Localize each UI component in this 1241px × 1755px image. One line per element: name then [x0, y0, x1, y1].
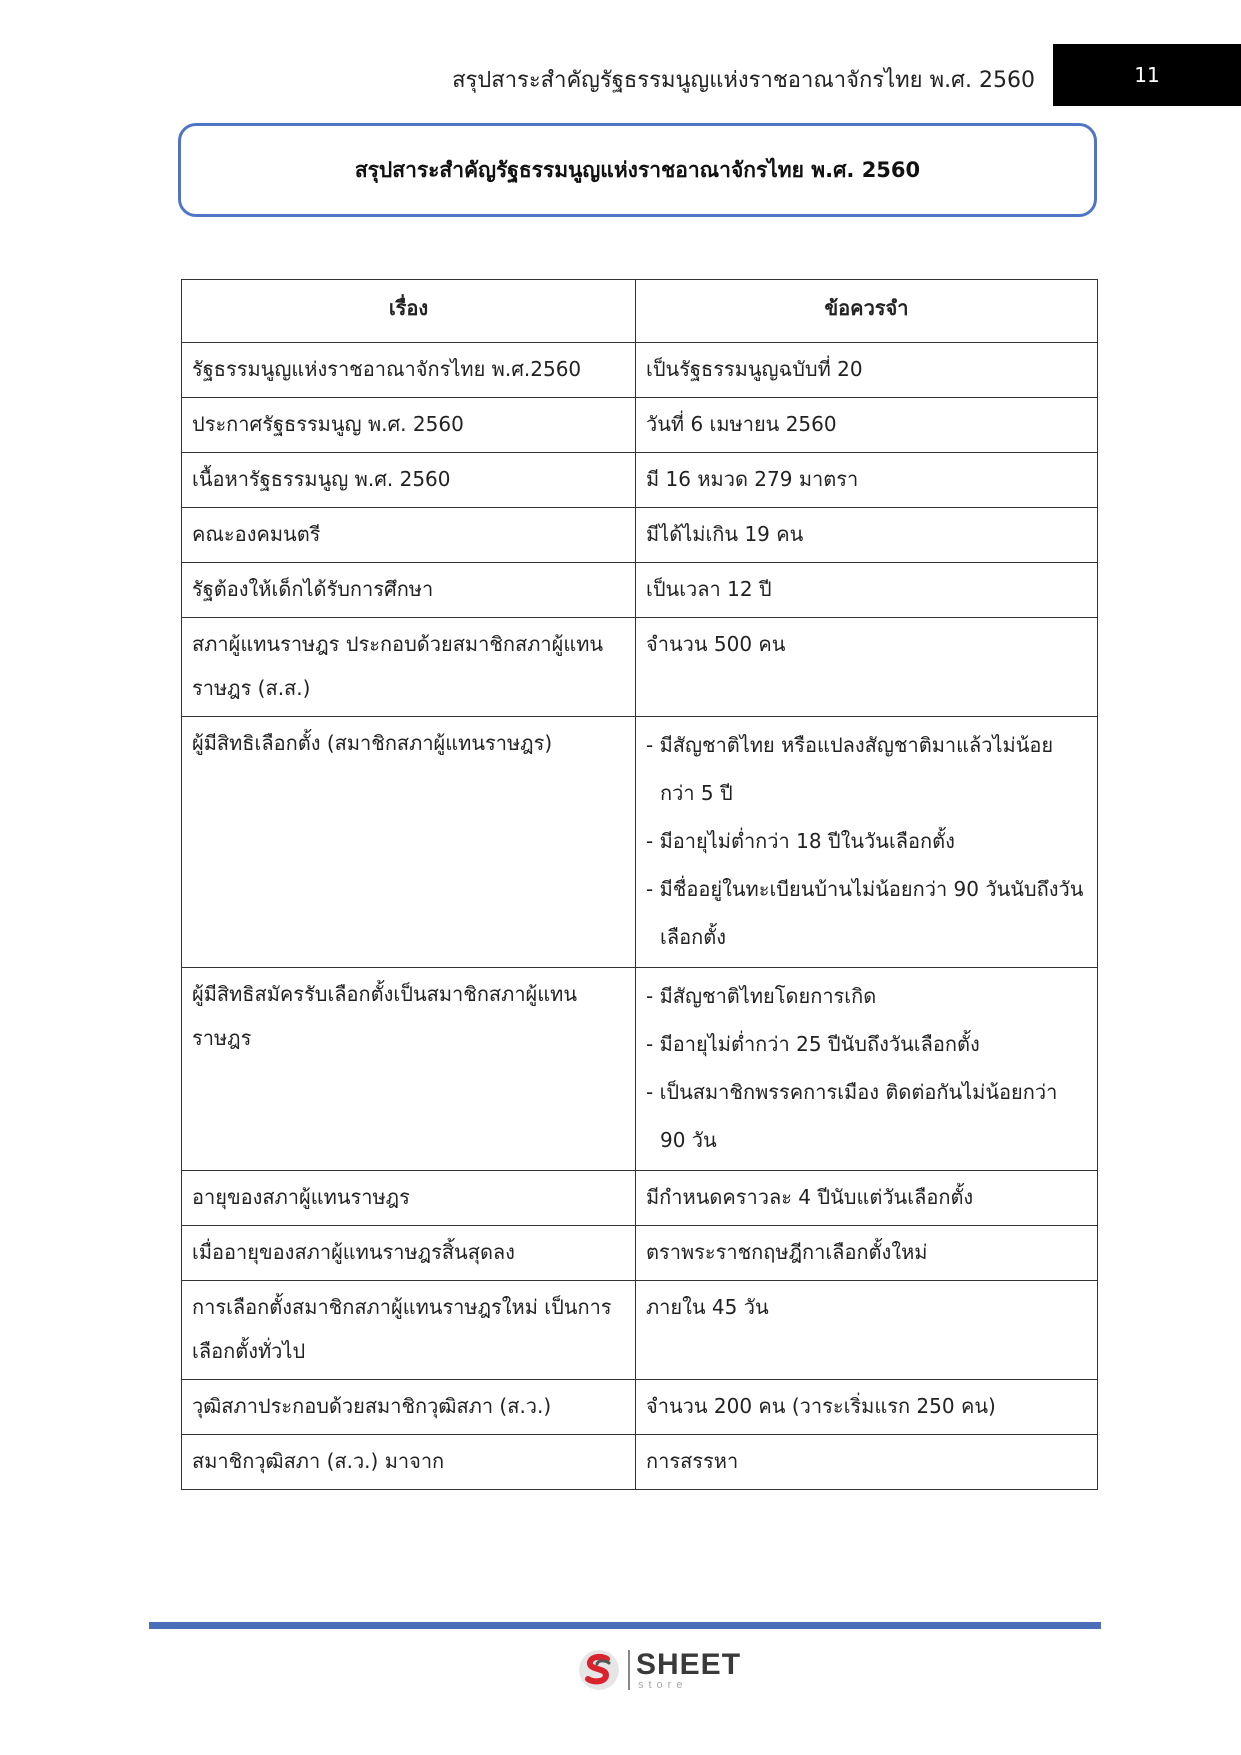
table-row: [182, 717, 1098, 968]
cell-topic: ผู้มีสิทธิเลือกตั้ง (สมาชิกสภาผู้แทนราษฎร): [182, 717, 636, 968]
note-text: วันที่ 6 เมษายน 2560: [646, 412, 837, 436]
column-header-notes: ข้อควรจำ: [636, 280, 1098, 343]
note-text: จำนวน 200 คน (วาระเริ่มแรก 250 คน): [646, 1394, 996, 1418]
cell-topic: คณะองคมนตรี: [182, 508, 636, 563]
page-title-box: [178, 123, 1097, 217]
cell-topic: รัฐธรรมนูญแห่งราชอาณาจักรไทย พ.ศ.2560: [182, 343, 636, 398]
logo-separator: [628, 1650, 630, 1690]
logo-subword: store: [638, 1678, 688, 1691]
cell-notes: [636, 453, 1098, 508]
summary-table: [181, 279, 1098, 1490]
cell-topic: สภาผู้แทนราษฎร ประกอบด้วยสมาชิกสภาผู้แทนราษฎร (ส.ส.): [182, 618, 636, 717]
cell-notes: [636, 343, 1098, 398]
note-text: เป็นรัฐธรรมนูญฉบับที่ 20: [646, 357, 863, 381]
sheet-store-logo: [576, 1645, 741, 1695]
cell-notes: [636, 968, 1098, 1171]
table-row: [182, 563, 1098, 618]
note-bullet: - มีอายุไม่ต่ำกว่า 18 ปีในวันเลือกตั้ง: [646, 829, 955, 853]
cell-notes: [636, 1171, 1098, 1226]
note-text: ตราพระราชกฤษฎีกาเลือกตั้งใหม่: [646, 1240, 928, 1264]
cell-notes: [636, 1435, 1098, 1490]
cell-topic: เนื้อหารัฐธรรมนูญ พ.ศ. 2560: [182, 453, 636, 508]
table-row: [182, 1435, 1098, 1490]
cell-notes: [636, 508, 1098, 563]
cell-topic: อายุของสภาผู้แทนราษฎร: [182, 1171, 636, 1226]
cell-topic: รัฐต้องให้เด็กได้รับการศึกษา: [182, 563, 636, 618]
cell-topic: ประกาศรัฐธรรมนูญ พ.ศ. 2560: [182, 398, 636, 453]
logo-word: SHEET: [636, 1647, 742, 1681]
footer-rule: [149, 1622, 1101, 1629]
cell-topic: ผู้มีสิทธิสมัครรับเลือกตั้งเป็นสมาชิกสภาผู้แทนราษฎร: [182, 968, 636, 1171]
sheet-store-s-icon: [576, 1647, 622, 1693]
table-row: [182, 1171, 1098, 1226]
table-row: [182, 1226, 1098, 1281]
cell-notes: [636, 618, 1098, 717]
table-header-row: [182, 280, 1098, 343]
cell-notes: [636, 1281, 1098, 1380]
cell-notes: [636, 1226, 1098, 1281]
note-bullet: - มีสัญชาติไทยโดยการเกิด: [646, 984, 877, 1008]
note-text: จำนวน 500 คน: [646, 632, 786, 656]
cell-topic: สมาชิกวุฒิสภา (ส.ว.) มาจาก: [182, 1435, 636, 1490]
note-text: เป็นเวลา 12 ปี: [646, 577, 772, 601]
note-bullet: - เป็นสมาชิกพรรคการเมือง ติดต่อกันไม่น้อยกว่า 90 วัน: [646, 1080, 1058, 1152]
table-row: [182, 618, 1098, 717]
cell-notes: [636, 398, 1098, 453]
note-bullet: - มีอายุไม่ต่ำกว่า 25 ปีนับถึงวันเลือกตั้ง: [646, 1032, 980, 1056]
note-bullet: - มีชื่ออยู่ในทะเบียนบ้านไม่น้อยกว่า 90 วันนับถึงวันเลือกตั้ง: [646, 877, 1084, 949]
cell-topic: การเลือกตั้งสมาชิกสภาผู้แทนราษฎรใหม่ เป็นการเลือกตั้งทั่วไป: [182, 1281, 636, 1380]
note-text: มีกำหนดคราวละ 4 ปีนับแต่วันเลือกตั้ง: [646, 1185, 974, 1209]
table-row: [182, 508, 1098, 563]
table-row: [182, 343, 1098, 398]
cell-notes: [636, 1380, 1098, 1435]
note-text: มีได้ไม่เกิน 19 คน: [646, 522, 804, 546]
table-row: [182, 968, 1098, 1171]
table-row: [182, 398, 1098, 453]
cell-notes: [636, 563, 1098, 618]
table-body: [182, 343, 1098, 1490]
logo-text: [636, 1647, 742, 1691]
cell-topic: วุฒิสภาประกอบด้วยสมาชิกวุฒิสภา (ส.ว.): [182, 1380, 636, 1435]
cell-notes: [636, 717, 1098, 968]
running-header-title: สรุปสาระสำคัญรัฐธรรมนูญแห่งราชอาณาจักรไทย พ.ศ. 2560: [452, 68, 1035, 93]
column-header-topic: เรื่อง: [182, 280, 636, 343]
table-row: [182, 1281, 1098, 1380]
note-bullet: - มีสัญชาติไทย หรือแปลงสัญชาติมาแล้วไม่น้อยกว่า 5 ปี: [646, 733, 1054, 805]
table-row: [182, 453, 1098, 508]
page-number: 11: [1053, 44, 1241, 106]
note-text: มี 16 หมวด 279 มาตรา: [646, 467, 859, 491]
cell-topic: เมื่ออายุของสภาผู้แทนราษฎรสิ้นสุดลง: [182, 1226, 636, 1281]
note-text: การสรรหา: [646, 1449, 739, 1473]
note-text: ภายใน 45 วัน: [646, 1295, 769, 1319]
page-title: สรุปสาระสำคัญรัฐธรรมนูญแห่งราชอาณาจักรไทย พ.ศ. 2560: [354, 157, 921, 182]
table-row: [182, 1380, 1098, 1435]
